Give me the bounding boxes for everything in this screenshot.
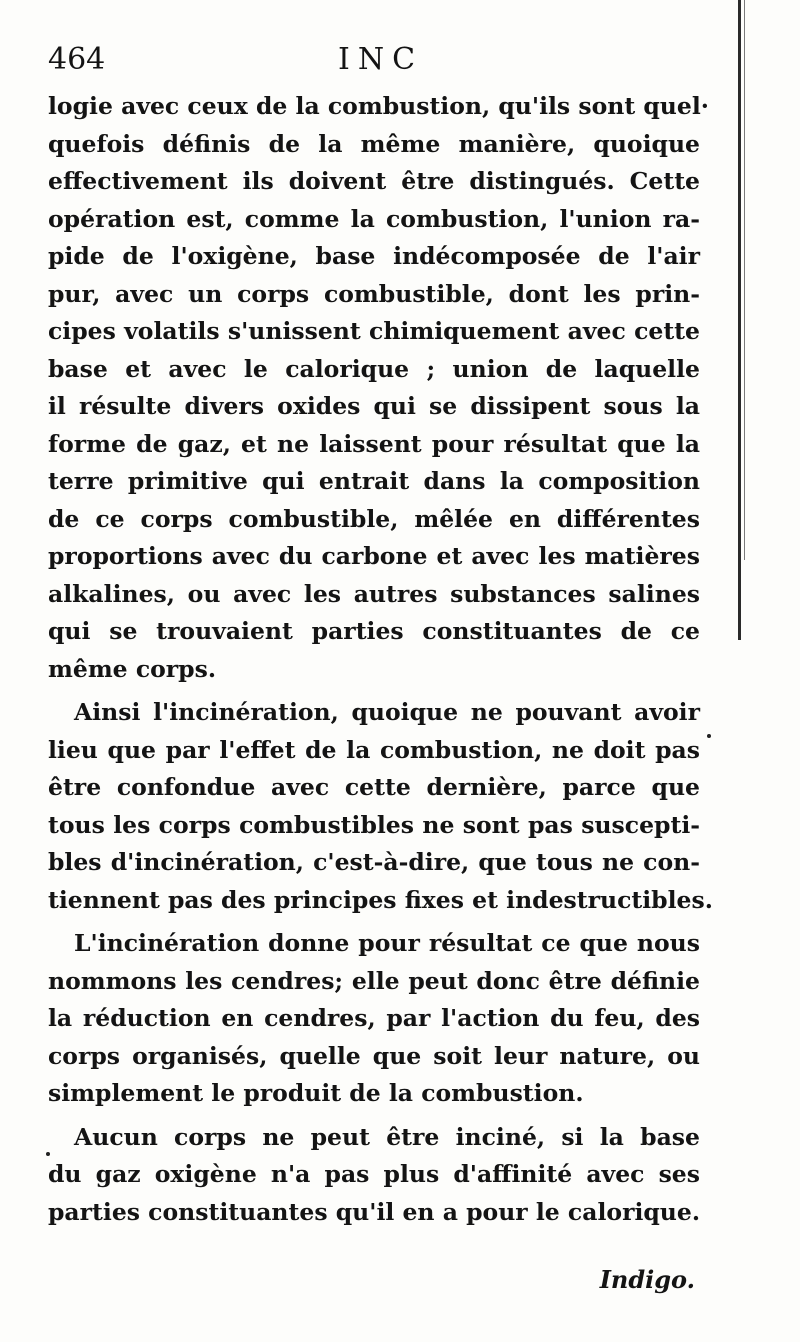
text-line: du gaz oxigène n'a pas plus d'affinité avec ses (48, 1160, 700, 1188)
text-line: la réduction en cendres, par l'action du feu, des (48, 1004, 700, 1032)
running-title: INC (338, 42, 424, 77)
page-number: 464 (48, 42, 106, 77)
text-line: cipes volatils s'unissent chimiquement avec cette (48, 317, 700, 345)
paragraph (48, 925, 700, 1113)
text-line: Ainsi l'incinération, quoique ne pouvant avoir (74, 698, 700, 726)
text-line: simplement le produit de la combustion. (48, 1079, 584, 1107)
ink-speck (707, 734, 711, 738)
text-line: tiennent pas des principes fixes et indestructibles. (48, 885, 713, 914)
paragraph (48, 1119, 700, 1232)
text-line: alkalines, ou avec les autres substances salines (48, 579, 700, 608)
text-line: terre primitive qui entrait dans la composition (48, 467, 700, 495)
text-line: Aucun corps ne peut être inciné, si la base (74, 1122, 700, 1151)
text-line: nommons les cendres; elle peut donc être définie (48, 966, 700, 995)
text-line: lieu que par l'effet de la combustion, ne doit pas (48, 735, 700, 764)
text-line: de ce corps combustible, mêlée en différentes (48, 504, 700, 533)
text-line: bles d'incinération, c'est-à-dire, que tous ne con- (48, 848, 700, 876)
text-line: qui se trouvaient parties constituantes de ce (48, 617, 700, 645)
catchword: Indigo. (599, 1265, 695, 1294)
paragraph (48, 694, 713, 919)
paragraph (48, 88, 709, 688)
text-line: quefois définis de la même manière, quoique (48, 129, 700, 158)
page-edge-rule (738, 0, 741, 640)
text-line: L'incinération donne pour résultat ce que nous (74, 929, 700, 957)
page-edge-rule-thin (744, 0, 745, 560)
text-line: il résulte divers oxides qui se dissipent sous la (48, 392, 700, 420)
text-line: logie avec ceux de la combustion, qu'ils sont quel· (48, 92, 709, 120)
text-line: pur, avec un corps combustible, dont les prin- (48, 279, 700, 308)
text-line: corps organisés, quelle que soit leur nature, ou (48, 1041, 700, 1070)
text-line: être confondue avec cette dernière, parce que (48, 773, 700, 801)
text-line: forme de gaz, et ne laissent pour résultat que la (48, 429, 700, 458)
running-head (48, 40, 698, 80)
text-line: opération est, comme la combustion, l'union ra- (48, 204, 700, 233)
text-line: proportions avec du carbone et avec les matières (48, 542, 700, 570)
ink-speck (46, 1152, 50, 1156)
text-line: tous les corps combustibles ne sont pas suscepti- (48, 810, 700, 839)
body-text (48, 88, 713, 1237)
text-line: base et avec le calorique ; union de laquelle (48, 354, 700, 383)
text-line: effectivement ils doivent être distingués. Cette (48, 167, 700, 195)
text-line: même corps. (48, 654, 217, 683)
text-line: parties constituantes qu'il en a pour le calorique. (48, 1197, 701, 1226)
text-line: pide de l'oxigène, base indécomposée de l'air (48, 242, 700, 270)
